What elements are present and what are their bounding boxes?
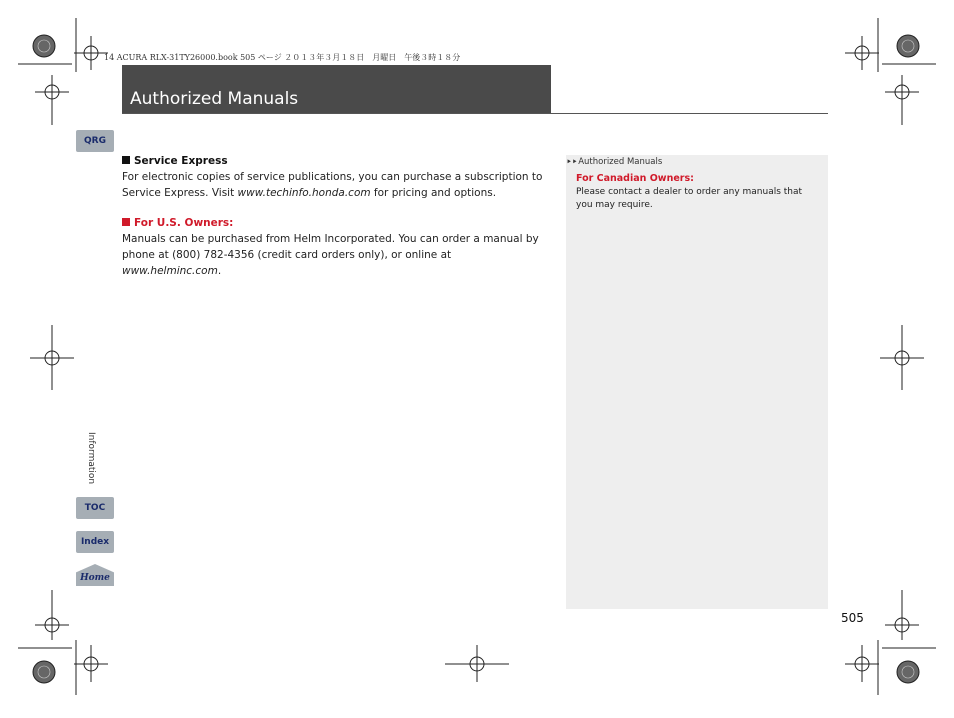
us-owners-text-start: Manuals can be purchased from Helm Incorporated. You can order a manual by phone at (800) 782-4356 (credit card orders only), or online at	[122, 233, 539, 261]
helminc-url: www.helminc.com	[122, 265, 218, 277]
index-tab[interactable]	[76, 531, 114, 553]
index-label: Index	[80, 537, 110, 547]
service-express-heading	[122, 153, 552, 169]
section-side-label: Information	[86, 432, 96, 485]
service-express-heading-text: Service Express	[134, 155, 228, 167]
double-arrow-icon: ⯈⯈	[566, 158, 578, 166]
us-owners-heading	[122, 215, 552, 231]
home-label: Home	[80, 573, 110, 583]
techinfo-url: www.techinfo.honda.com	[237, 187, 371, 199]
title-bar	[122, 65, 551, 113]
service-express-text-start: For electronic copies of service publications, you can purchase a subscription to Service Express. Visit	[122, 171, 543, 199]
toc-label: TOC	[84, 503, 106, 513]
spacer	[122, 201, 552, 215]
title-divider	[122, 113, 828, 114]
home-tab[interactable]	[76, 564, 114, 586]
main-content	[122, 153, 552, 279]
us-owners-text	[122, 231, 552, 279]
note-header	[566, 157, 662, 167]
note-header-text: Authorized Manuals	[578, 157, 663, 167]
square-bullet-icon	[122, 156, 130, 164]
page-number: 505	[841, 611, 864, 625]
qrg-label: QRG	[84, 136, 106, 146]
note-box	[566, 155, 828, 609]
note-subheading: For Canadian Owners:	[576, 173, 694, 184]
service-express-text-end: for pricing and options.	[370, 187, 497, 199]
toc-tab[interactable]	[76, 497, 114, 519]
us-owners-text-end: .	[217, 265, 222, 277]
note-body: Please contact a dealer to order any manuals that you may require.	[576, 187, 803, 210]
page-title: Authorized Manuals	[130, 89, 299, 109]
us-owners-heading-text: For U.S. Owners:	[134, 217, 234, 229]
qrg-tab[interactable]	[76, 130, 114, 152]
print-header: 14 ACURA RLX-31TY26000.book 505 ページ ２０１３年３月１８日 月曜日 午後３時１８分	[104, 53, 461, 62]
square-bullet-icon	[122, 218, 130, 226]
service-express-text	[122, 169, 552, 201]
